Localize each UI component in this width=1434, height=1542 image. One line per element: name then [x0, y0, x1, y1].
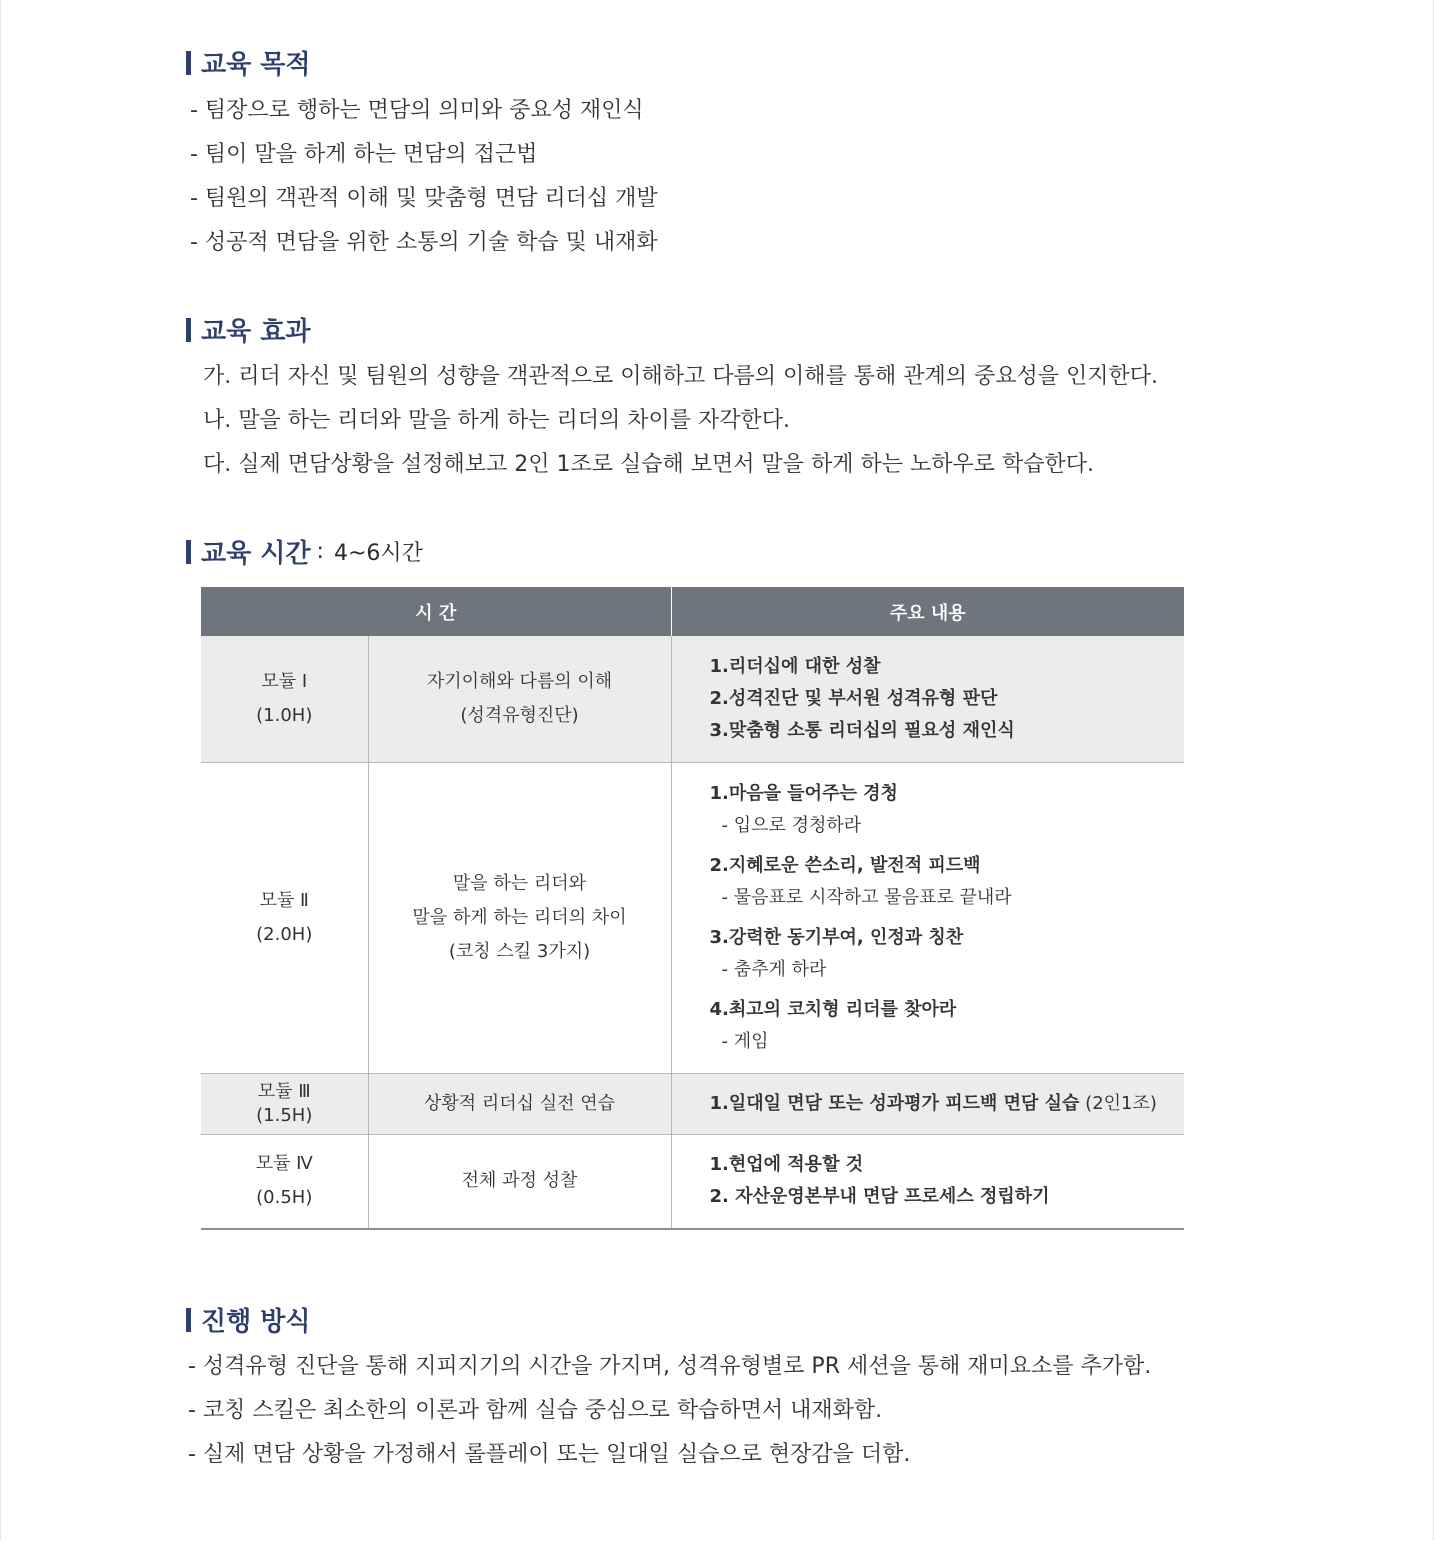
content-item: 1.현업에 적용할 것: [709, 1154, 864, 1176]
topic-cell: [368, 1134, 671, 1229]
section-title-method: [186, 1301, 311, 1338]
content-subitem: - 물음표로 시작하고 물음표로 끝내라: [721, 886, 1012, 908]
content-item: 3.강력한 동기부여, 인정과 칭찬: [709, 926, 964, 948]
schedule-table: [201, 587, 1184, 1230]
method-title: 진행 방식: [201, 1307, 311, 1337]
content-cell: [671, 636, 1184, 762]
content-subitem: - 게임: [721, 1030, 769, 1052]
header-time: 시 간: [201, 587, 671, 636]
header-content: 주요 내용: [671, 587, 1184, 636]
topic-line: 말을 하게 하는 리더의 차이: [412, 906, 627, 928]
topic-line: (성격유형진단): [460, 704, 579, 726]
module-cell: [201, 1134, 368, 1229]
content-item-note: (2인1조): [1079, 1092, 1157, 1114]
content-item: [710, 1088, 1184, 1120]
content-cell: [671, 762, 1184, 1073]
content-item: 1.리더십에 대한 성찰: [709, 655, 881, 677]
topic-line: (코칭 스킬 3가지): [448, 940, 591, 962]
table-row: [201, 762, 1184, 1073]
content-cell: [671, 1073, 1184, 1134]
topic-cell: [368, 636, 671, 762]
content-item: 4.최고의 코치형 리더를 찾아라: [709, 998, 957, 1020]
content-item: 2. 자산운영본부내 면담 프로세스 정립하기: [709, 1186, 1050, 1208]
topic-line: 자기이해와 다름의 이해: [426, 670, 613, 692]
topic-line: 말을 하는 리더와: [452, 872, 587, 894]
objective-item: - 성공적 면담을 위한 소통의 기술 학습 및 내재화: [190, 230, 658, 255]
table-row: [201, 1134, 1184, 1229]
title-bar: [186, 318, 191, 342]
method-item: - 성격유형 진단을 통해 지피지기의 시간을 가지며, 성격유형별로 PR 세션을 통해 재미요소를 추가함.: [188, 1354, 1152, 1379]
content-subitem: - 입으로 경청하라: [721, 814, 862, 836]
section-title-effects: [186, 311, 311, 348]
effect-item: 가. 리더 자신 및 팀원의 성향을 객관적으로 이해하고 다름의 이해를 통해 관계의 중요성을 인지한다.: [203, 364, 1158, 389]
module-name: 모듈 Ⅲ: [257, 1080, 311, 1102]
module-cell: [201, 636, 368, 762]
section-title-objectives: [186, 44, 311, 81]
title-bar: [186, 51, 191, 75]
content-item: 3.맞춤형 소통 리더십의 필요성 재인식: [709, 719, 1015, 741]
method-item: - 실제 면담 상황을 가정해서 롤플레이 또는 일대일 실습으로 현장감을 더함.: [188, 1442, 911, 1467]
module-hours: (1.5H): [256, 1104, 313, 1126]
content-item: 2.지혜로운 쓴소리, 발전적 피드백: [709, 854, 981, 876]
table-row: [201, 636, 1184, 762]
section-title-duration: [186, 533, 423, 570]
table-row: [201, 1073, 1184, 1134]
module-hours: (1.0H): [256, 704, 313, 726]
objectives-title: 교육 목적: [201, 50, 311, 80]
title-bar: [186, 1308, 191, 1332]
duration-title: 교육 시간: [201, 539, 311, 569]
topic-cell: [368, 1073, 671, 1134]
content-item: 2.성격진단 및 부서원 성격유형 판단: [709, 687, 998, 709]
effect-item: 다. 실제 면담상황을 설정해보고 2인 1조로 실습해 보면서 말을 하게 하는 노하우로 학습한다.: [203, 452, 1094, 477]
objective-item: - 팀장으로 행하는 면담의 의미와 중요성 재인식: [190, 98, 644, 123]
objective-item: - 팀원의 객관적 이해 및 맞춤형 면담 리더십 개발: [190, 186, 658, 211]
table-header-row: [201, 587, 1184, 636]
method-item: - 코칭 스킬은 최소한의 이론과 함께 실습 중심으로 학습하면서 내재화함.: [188, 1398, 883, 1423]
module-hours: (2.0H): [256, 923, 313, 945]
title-bar: [186, 540, 191, 564]
objective-item: - 팀이 말을 하게 하는 면담의 접근법: [190, 142, 538, 167]
content-cell: [671, 1134, 1184, 1229]
module-cell: [201, 1073, 368, 1134]
module-name: 모듈 Ⅰ: [261, 670, 308, 692]
module-name: 모듈 Ⅳ: [255, 1153, 313, 1175]
topic-line: 상황적 리더십 실전 연습: [423, 1092, 616, 1114]
topic-cell: [368, 762, 671, 1073]
topic-line: 전체 과정 성찰: [461, 1170, 578, 1192]
effect-item: 나. 말을 하는 리더와 말을 하게 하는 리더의 차이를 자각한다.: [203, 408, 790, 433]
content-item-title: 1.일대일 면담 또는 성과평가 피드백 면담 실습: [709, 1092, 1080, 1114]
module-cell: [201, 762, 368, 1073]
duration-value: 4~6시간: [333, 541, 423, 566]
content-item: 1.마음을 들어주는 경청: [709, 782, 898, 804]
module-hours: (0.5H): [256, 1187, 313, 1209]
effects-title: 교육 효과: [201, 317, 311, 347]
duration-separator: :: [316, 539, 324, 564]
content-subitem: - 춤추게 하라: [721, 958, 827, 980]
module-name: 모듈 Ⅱ: [259, 889, 309, 911]
